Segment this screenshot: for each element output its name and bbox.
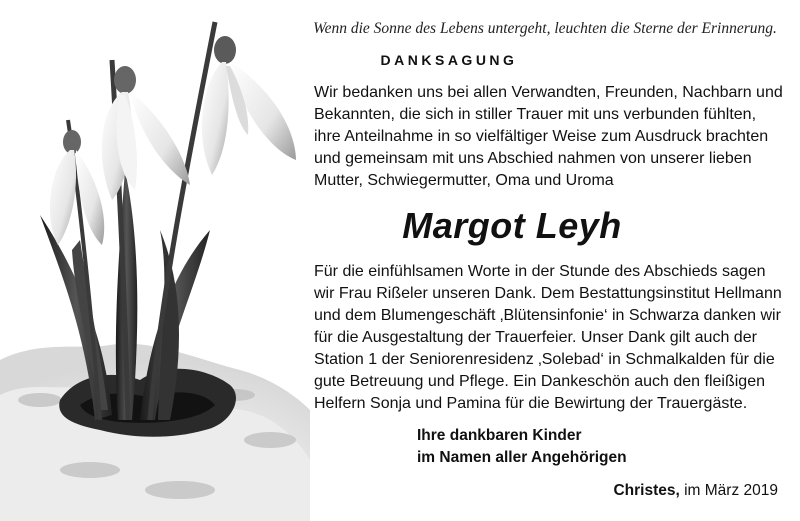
snowdrops-in-snow-image bbox=[0, 0, 310, 521]
intro-paragraph: Wir bedanken uns bei allen Verwandten, Freunden, Nachbarn und Bekannten, die sich in stiller Trauer mit uns verbunden fühlten, ihre Anteilnahme in so vielfältiger Weise zum Ausdruck brachten und gemeinsam mit uns Abschied nahmen von unserer lieben Mutter, Schwiegermutter, Oma und Uroma bbox=[314, 84, 783, 189]
page-heading: DANKSAGUNG bbox=[380, 52, 518, 68]
motto-quote: Wenn die Sonne des Lebens untergeht, leuchten die Sterne der Erinnerung. bbox=[313, 20, 777, 37]
thanks-paragraph: Für die einfühlsamen Worte in der Stunde des Abschieds sagen wir Frau Rißeler unseren Dank. Dem Bestattungsinstitut Hellmann und dem Blumengeschäft ‚Blütensinfonie‘ in Schwarza danken wir für die Ausgestaltung der Trauerfeier. Unser Dank gilt auch der Station 1 der Seniorenresidenz ‚Solebad‘ in Schmalkalden für die gute Betreuung und Pflege. Ein Dankeschön auch den fleißigen Helfern Sonja und Pamina für die Bewirtung der Trauergäste. bbox=[314, 263, 782, 412]
place-date bbox=[613, 482, 778, 500]
date-text: im März 2019 bbox=[679, 482, 778, 499]
signature-line-1: Ihre dankbaren Kinder bbox=[417, 427, 582, 444]
signature-line-2: im Namen aller Angehörigen bbox=[417, 449, 627, 466]
deceased-name: Margot Leyh bbox=[402, 205, 622, 246]
place-name: Christes, bbox=[613, 482, 680, 499]
